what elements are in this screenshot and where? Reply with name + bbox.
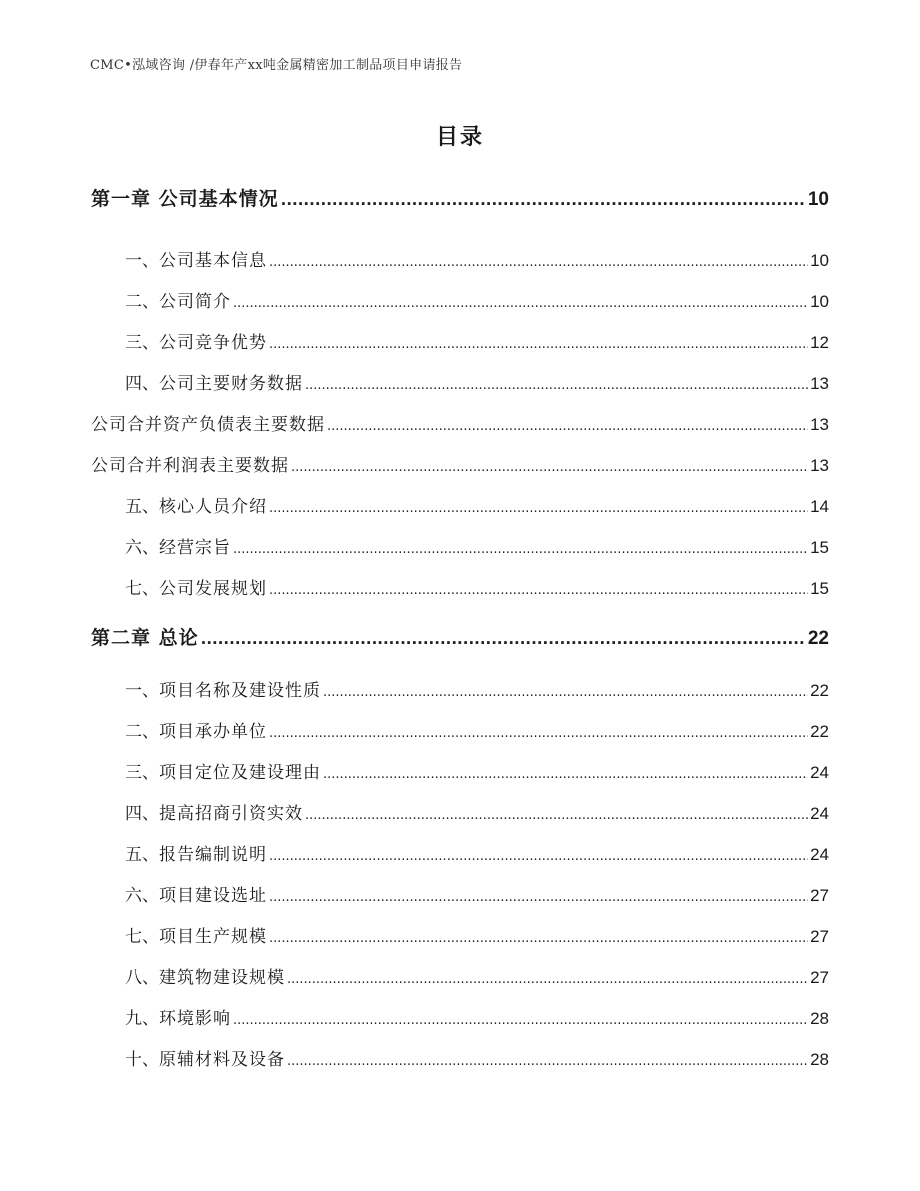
toc-label: 建筑物建设规模 — [159, 968, 285, 988]
dot-leader — [269, 726, 808, 741]
dot-leader — [305, 808, 808, 823]
toc-subsection[interactable] — [91, 410, 829, 435]
toc-section[interactable] — [125, 1004, 829, 1029]
toc-label: 项目定位及建设理由 — [159, 763, 321, 783]
toc-page-number: 15 — [810, 579, 829, 598]
toc-section[interactable] — [125, 881, 829, 906]
toc-section[interactable] — [125, 328, 829, 353]
dot-leader — [323, 767, 808, 782]
toc-label: 核心人员介绍 — [159, 497, 267, 517]
toc-label: 项目建设选址 — [159, 886, 267, 906]
toc-section-number: 七、 — [125, 927, 159, 947]
toc-label: 公司简介 — [159, 292, 231, 312]
dot-leader — [269, 501, 808, 516]
dot-leader — [269, 890, 808, 905]
toc-subsection[interactable] — [91, 451, 829, 476]
toc-page-number: 13 — [810, 415, 829, 434]
toc-chapter[interactable] — [91, 184, 829, 211]
toc-page-number: 22 — [810, 722, 829, 741]
dot-leader — [233, 296, 808, 311]
toc-label: 公司基本信息 — [159, 251, 267, 271]
toc-label: 第一章 公司基本情况 — [91, 188, 279, 210]
toc-section-number: 一、 — [125, 251, 159, 271]
toc-page-number: 27 — [810, 927, 829, 946]
toc-page-number: 24 — [810, 804, 829, 823]
toc-section[interactable] — [125, 574, 829, 599]
toc-page-number: 10 — [810, 292, 829, 311]
dot-leader — [269, 931, 808, 946]
toc-page-number: 13 — [810, 374, 829, 393]
toc-section[interactable] — [125, 840, 829, 865]
dot-leader — [305, 378, 808, 393]
toc-chapter[interactable] — [91, 623, 829, 650]
toc-page-number: 24 — [810, 845, 829, 864]
toc-section-number: 四、 — [125, 804, 159, 824]
toc-page-number: 22 — [810, 681, 829, 700]
toc-section-number: 二、 — [125, 292, 159, 312]
toc-section[interactable] — [125, 492, 829, 517]
toc-label: 报告编制说明 — [159, 845, 267, 865]
toc-page-number: 10 — [807, 189, 829, 210]
toc-page-number: 22 — [807, 628, 829, 649]
toc-page-number: 27 — [810, 886, 829, 905]
toc-section[interactable] — [125, 1045, 829, 1070]
toc-label: 公司发展规划 — [159, 579, 267, 599]
dot-leader — [323, 685, 808, 700]
toc-label: 项目名称及建设性质 — [159, 681, 321, 701]
toc-page-number: 24 — [810, 763, 829, 782]
toc-section-number: 七、 — [125, 579, 159, 599]
toc-section-number: 三、 — [125, 333, 159, 353]
dot-leader — [233, 1013, 808, 1028]
toc-section[interactable] — [125, 922, 829, 947]
toc-section-number: 十、 — [125, 1050, 159, 1070]
dot-leader — [327, 419, 808, 434]
dot-leader — [269, 255, 808, 270]
toc-page-number: 14 — [810, 497, 829, 516]
dot-leader — [287, 972, 808, 987]
toc-section[interactable] — [125, 717, 829, 742]
toc-label: 提高招商引资实效 — [159, 804, 303, 824]
toc-page-number: 27 — [810, 968, 829, 987]
toc-page-number: 28 — [810, 1009, 829, 1028]
toc-section[interactable] — [125, 246, 829, 271]
toc-label: 公司合并资产负债表主要数据 — [91, 415, 325, 435]
toc-page-number: 15 — [810, 538, 829, 557]
toc-section[interactable] — [125, 369, 829, 394]
toc-section-number: 八、 — [125, 968, 159, 988]
table-of-contents — [91, 0, 829, 1191]
toc-section[interactable] — [125, 676, 829, 701]
running-header: CMC•泓域咨询 /伊春年产xx吨金属精密加工制品项目申请报告 — [90, 58, 463, 73]
toc-label: 公司合并利润表主要数据 — [91, 456, 289, 476]
toc-section-number: 三、 — [125, 763, 159, 783]
toc-section-number: 六、 — [125, 886, 159, 906]
dot-leader — [269, 849, 808, 864]
dot-leader — [269, 337, 808, 352]
toc-label: 第二章 总论 — [91, 627, 199, 649]
dot-leader — [233, 542, 808, 557]
dot-leader — [269, 583, 808, 598]
toc-section-number: 五、 — [125, 845, 159, 865]
dot-leader — [291, 460, 808, 475]
dot-leader — [201, 630, 806, 648]
toc-section-number: 五、 — [125, 497, 159, 517]
toc-label: 原辅材料及设备 — [159, 1050, 285, 1070]
page-title: 目录 — [435, 125, 484, 150]
toc-section-number: 二、 — [125, 722, 159, 742]
toc-label: 项目承办单位 — [159, 722, 267, 742]
toc-label: 公司竞争优势 — [159, 333, 267, 353]
toc-label: 公司主要财务数据 — [159, 374, 303, 394]
toc-label: 环境影响 — [159, 1009, 231, 1029]
toc-page-number: 13 — [810, 456, 829, 475]
toc-label: 经营宗旨 — [159, 538, 231, 558]
toc-label: 项目生产规模 — [159, 927, 267, 947]
toc-section[interactable] — [125, 533, 829, 558]
toc-section[interactable] — [125, 799, 829, 824]
toc-section[interactable] — [125, 287, 829, 312]
toc-section[interactable] — [125, 963, 829, 988]
dot-leader — [281, 191, 806, 209]
toc-section[interactable] — [125, 758, 829, 783]
toc-section-number: 六、 — [125, 538, 159, 558]
toc-page-number: 28 — [810, 1050, 829, 1069]
toc-page-number: 10 — [810, 251, 829, 270]
toc-section-number: 一、 — [125, 681, 159, 701]
toc-section-number: 四、 — [125, 374, 159, 394]
toc-section-number: 九、 — [125, 1009, 159, 1029]
dot-leader — [287, 1054, 808, 1069]
toc-page-number: 12 — [810, 333, 829, 352]
